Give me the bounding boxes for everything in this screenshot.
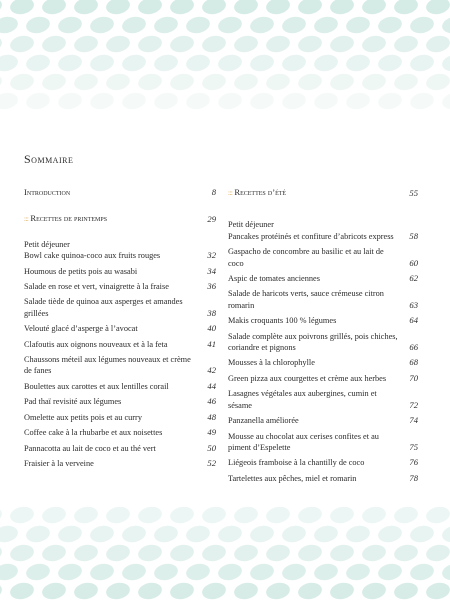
section-ornament-icon: ::: [24,215,29,224]
toc-entry-title: Mousse au chocolat aux cerises confites et au piment d’Espelette [228,431,379,452]
toc-entry-page: 41 [207,338,216,349]
toc-entry-title: Boulettes aux carottes et aux lentilles corail [24,381,169,391]
toc-entry[interactable] [228,246,418,269]
toc-entry-page: 74 [409,415,418,426]
toc-entry-title: Salade en rose et vert, vinaigrette à la fraise [24,282,169,292]
toc-entry-page: 75 [409,441,418,452]
toc-entry-page: 76 [409,457,418,468]
toc-entry-title: Petit déjeuner [228,220,274,230]
toc-entry-title: Salade tiède de quinoa aux asperges et amandes grillées [24,297,183,318]
toc-entry-title: Chaussons méteil aux légumes nouveaux et crème de fanes [24,355,191,376]
toc-entry[interactable] [24,323,216,334]
toc-right-column [228,187,418,484]
toc-entry[interactable] [24,339,216,350]
toc-entry[interactable] [24,296,216,319]
toc-entry-page: 50 [207,442,216,453]
toc-entry-page: 58 [409,230,418,241]
toc-entry[interactable] [24,443,216,454]
toc-entry[interactable] [228,331,418,354]
toc-entry-title: Salade de haricots verts, sauce crémeuse citron romarin [228,289,384,310]
toc-entry-page: 68 [409,357,418,368]
toc-entry-title: Salade complète aux poivrons grillés, pois chiches, coriandre et pignons [228,331,398,353]
toc-entry-page: 52 [207,457,216,468]
toc-entry[interactable] [24,354,216,377]
toc-entry-page: 64 [409,315,418,326]
toc-entry-title: Panzanella améliorée [228,416,299,426]
toc-entry[interactable] [228,431,418,454]
toc-entry-title: Makis croquants 100 % légumes [228,316,337,326]
section-ornament-icon: ::: [228,189,233,197]
toc-entry-title: Omelette aux petits pois et au curry [24,412,142,422]
toc-entry-page: 36 [207,281,216,292]
toc-entry-title: Houmous de petits pois au wasabi [24,266,138,276]
top-brush-pattern [0,0,450,120]
toc-section-summer-page: 55 [409,188,418,198]
toc-entry-title: Pannacotta au lait de coco et au thé vert [24,443,156,453]
toc-entry-page: 66 [409,342,418,353]
toc-entry[interactable] [228,457,418,468]
toc-section-spring[interactable] [24,213,216,225]
toc-intro[interactable] [24,187,216,198]
toc-entry-title: Petit déjeuner [24,239,70,249]
toc-entry[interactable] [228,357,418,368]
toc-entry-title: Gaspacho de concombre au basilic et au lait de coco [228,247,384,268]
toc-entry[interactable] [24,396,216,407]
toc-spring-entries [24,239,216,470]
toc-intro-page: 8 [211,187,216,197]
toc-entry-title: Liégeois framboise à la chantilly de coco [228,458,365,468]
toc-section-summer[interactable] [228,187,418,199]
toc-entry[interactable] [228,415,418,426]
toc-entry[interactable] [24,412,216,423]
toc-left-column [24,187,216,469]
toc-intro-label: Introduction [24,187,71,197]
toc-entry-page: 44 [207,380,216,391]
toc-entry-title: Aspic de tomates anciennes [228,274,320,284]
toc-entry-page: 32 [207,250,216,261]
toc-entry-page: 72 [409,399,418,410]
toc-entry-title: Pad thaï revisité aux légumes [24,397,122,407]
toc-entry[interactable] [24,266,216,277]
toc-entry-page: 40 [207,323,216,334]
toc-entry[interactable] [228,373,418,384]
toc-entry-page: 62 [409,273,418,284]
toc-entry-title: Fraisier à la verveine [24,458,94,468]
toc-section-spring-label: Recettes de printemps [30,213,108,224]
toc-entry-page: 48 [207,411,216,422]
toc-section-spring-page: 29 [207,214,216,225]
toc-subheading [24,239,216,250]
toc-entry[interactable] [24,458,216,469]
toc-entry-page: 78 [409,472,418,483]
toc-entry-title: Coffee cake à la rhubarbe et aux noisettes [24,428,163,438]
toc-entry[interactable] [24,427,216,438]
toc-entry-title: Lasagnes végétales aux aubergines, cumin et sésame [228,389,377,410]
toc-entry-title: Clafoutis aux oignons nouveaux et à la feta [24,339,168,349]
toc-entry-title: Pancakes protéinés et confiture d’abricots express [228,231,394,241]
toc-section-summer-label: Recettes d’été [234,187,287,197]
toc-summer-entries [228,219,418,484]
bottom-brush-pattern [0,505,450,600]
toc-entry[interactable] [228,273,418,284]
toc-entry[interactable] [24,250,216,261]
toc-entry-page: 42 [207,365,216,376]
toc-entry[interactable] [228,473,418,484]
toc-entry-title: Velouté glacé d’asperge à l’avocat [24,324,138,334]
toc-entry-title: Green pizza aux courgettes et crème aux herbes [228,373,387,383]
toc-entry[interactable] [24,281,216,292]
toc-entry[interactable] [228,388,418,411]
toc-entry-title: Bowl cake quinoa-coco aux fruits rouges [24,251,161,261]
toc-entry-title: Mousses à la chlorophylle [228,358,315,368]
toc-entry[interactable] [228,231,418,242]
toc-entry[interactable] [228,315,418,326]
toc-entry[interactable] [228,288,418,311]
page-title: Sommaire [24,152,74,166]
toc-entry-title: Tartelettes aux pêches, miel et romarin [228,473,357,483]
toc-subheading [228,219,418,230]
toc-entry-page: 49 [207,427,216,438]
toc-entry-page: 46 [207,396,216,407]
toc-entry-page: 60 [409,257,418,268]
toc-entry-page: 70 [409,372,418,383]
toc-entry-page: 34 [207,265,216,276]
toc-entry-page: 38 [207,307,216,318]
toc-entry[interactable] [24,381,216,392]
toc-entry-page: 63 [409,299,418,310]
